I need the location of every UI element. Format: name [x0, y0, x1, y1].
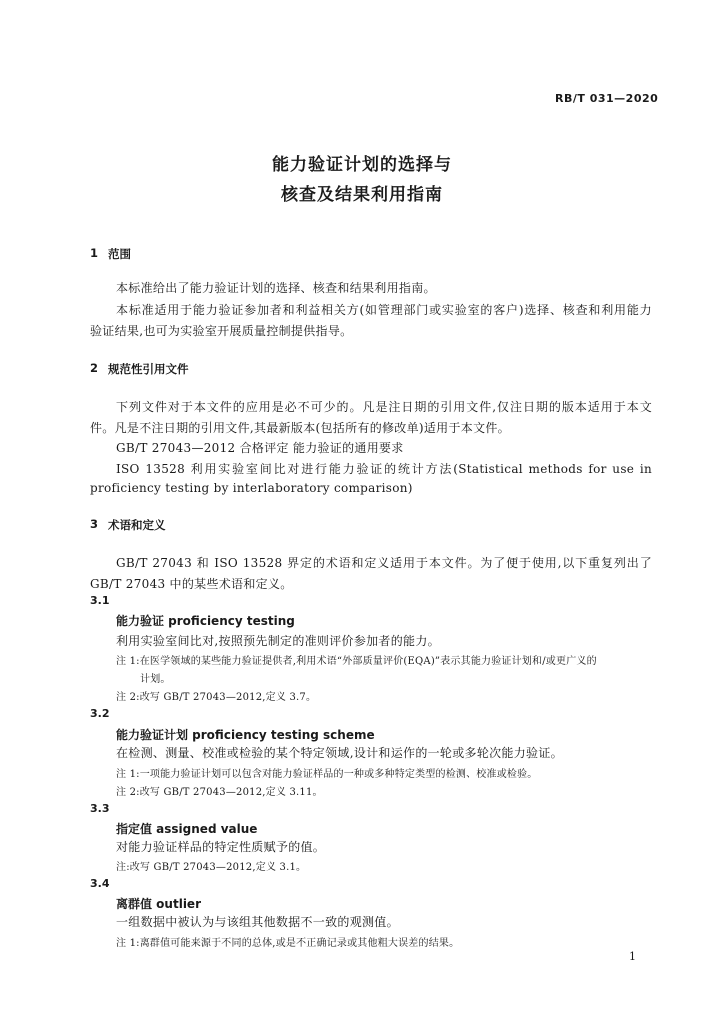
section-2-number: 2 [90, 361, 99, 375]
term-3-1-definition: 利用实验室间比对,按照预先制定的准则评价参加者的能力。 [116, 634, 440, 648]
normative-reference-2-line-1: ISO 13528 利用实验室间比对进行能力验证的统计方法(Statistical methods for use in [116, 462, 652, 476]
term-3-3-note: 注:改写 GB/T 27043—2012,定义 3.1。 [116, 862, 307, 873]
section-3-number: 3 [90, 517, 99, 531]
section-2-paragraph-line-1: 下列文件对于本文件的应用是必不可少的。凡是注日期的引用文件,仅注日期的版本适用于本文 [116, 400, 652, 414]
term-3-3-number: 3.3 [90, 802, 110, 815]
term-3-4-definition: 一组数据中被认为与该组其他数据不一致的观测值。 [116, 915, 399, 929]
term-3-1-title: 能力验证 proficiency testing [116, 614, 295, 628]
section-1-paragraph-1: 本标准给出了能力验证计划的选择、核查和结果利用指南。 [116, 281, 436, 295]
term-3-1-number: 3.1 [90, 594, 110, 607]
normative-reference-1: GB/T 27043—2012 合格评定 能力验证的通用要求 [116, 441, 404, 455]
term-3-2-note-1: 注 1:一项能力验证计划可以包含对能力验证样品的一种或多种特定类型的检测、校准或检验。 [116, 769, 538, 780]
term-3-4-number: 3.4 [90, 877, 110, 890]
term-3-3-definition: 对能力验证样品的特定性质赋予的值。 [116, 840, 326, 854]
term-3-2-title: 能力验证计划 proficiency testing scheme [116, 728, 375, 742]
document-title-line-1: 能力验证计划的选择与 [272, 155, 452, 175]
section-1-heading: 范围 [108, 247, 131, 261]
term-3-4-note-1: 注 1:离群值可能来源于不同的总体,或是不正确记录或其他粗大误差的结果。 [116, 938, 460, 949]
term-3-2-number: 3.2 [90, 707, 110, 720]
section-1-paragraph-2-line-2: 验证结果,也可为实验室开展质量控制提供指导。 [90, 324, 353, 338]
normative-reference-2-line-2: proficiency testing by interlaboratory comparison) [90, 481, 413, 495]
section-1-paragraph-2-line-1: 本标准适用于能力验证参加者和利益相关方(如管理部门或实验室的客户)选择、核查和利用能力 [116, 303, 652, 317]
term-3-1-note-1-line-2: 计划。 [140, 674, 171, 685]
term-3-4-title: 离群值 outlier [116, 897, 201, 911]
document-title-line-2: 核查及结果利用指南 [281, 185, 443, 205]
term-3-2-definition: 在检测、测量、校准或检验的某个特定领域,设计和运作的一轮或多轮次能力验证。 [116, 746, 563, 760]
term-3-1-note-1-line-1: 注 1:在医学领域的某些能力验证提供者,利用术语“外部质量评价(EQA)”表示其能力验证计划和/或更广义的 [116, 656, 597, 667]
standard-number: RB/T 031—2020 [555, 92, 659, 105]
term-3-2-note-2: 注 2:改写 GB/T 27043—2012,定义 3.11。 [116, 787, 323, 798]
term-3-3-title: 指定值 assigned value [116, 822, 258, 836]
page-number: 1 [629, 950, 637, 963]
section-1-number: 1 [90, 246, 99, 260]
section-3-paragraph-line-1: GB/T 27043 和 ISO 13528 界定的术语和定义适用于本文件。为了便于使用,以下重复列出了 [116, 556, 652, 570]
section-2-paragraph-line-2: 件。凡是不注日期的引用文件,其最新版本(包括所有的修改单)适用于本文件。 [90, 421, 510, 435]
section-3-heading: 术语和定义 [108, 518, 166, 532]
section-3-paragraph-line-2: GB/T 27043 中的某些术语和定义。 [90, 577, 293, 591]
section-2-heading: 规范性引用文件 [108, 362, 189, 376]
term-3-1-note-2: 注 2:改写 GB/T 27043—2012,定义 3.7。 [116, 692, 317, 703]
